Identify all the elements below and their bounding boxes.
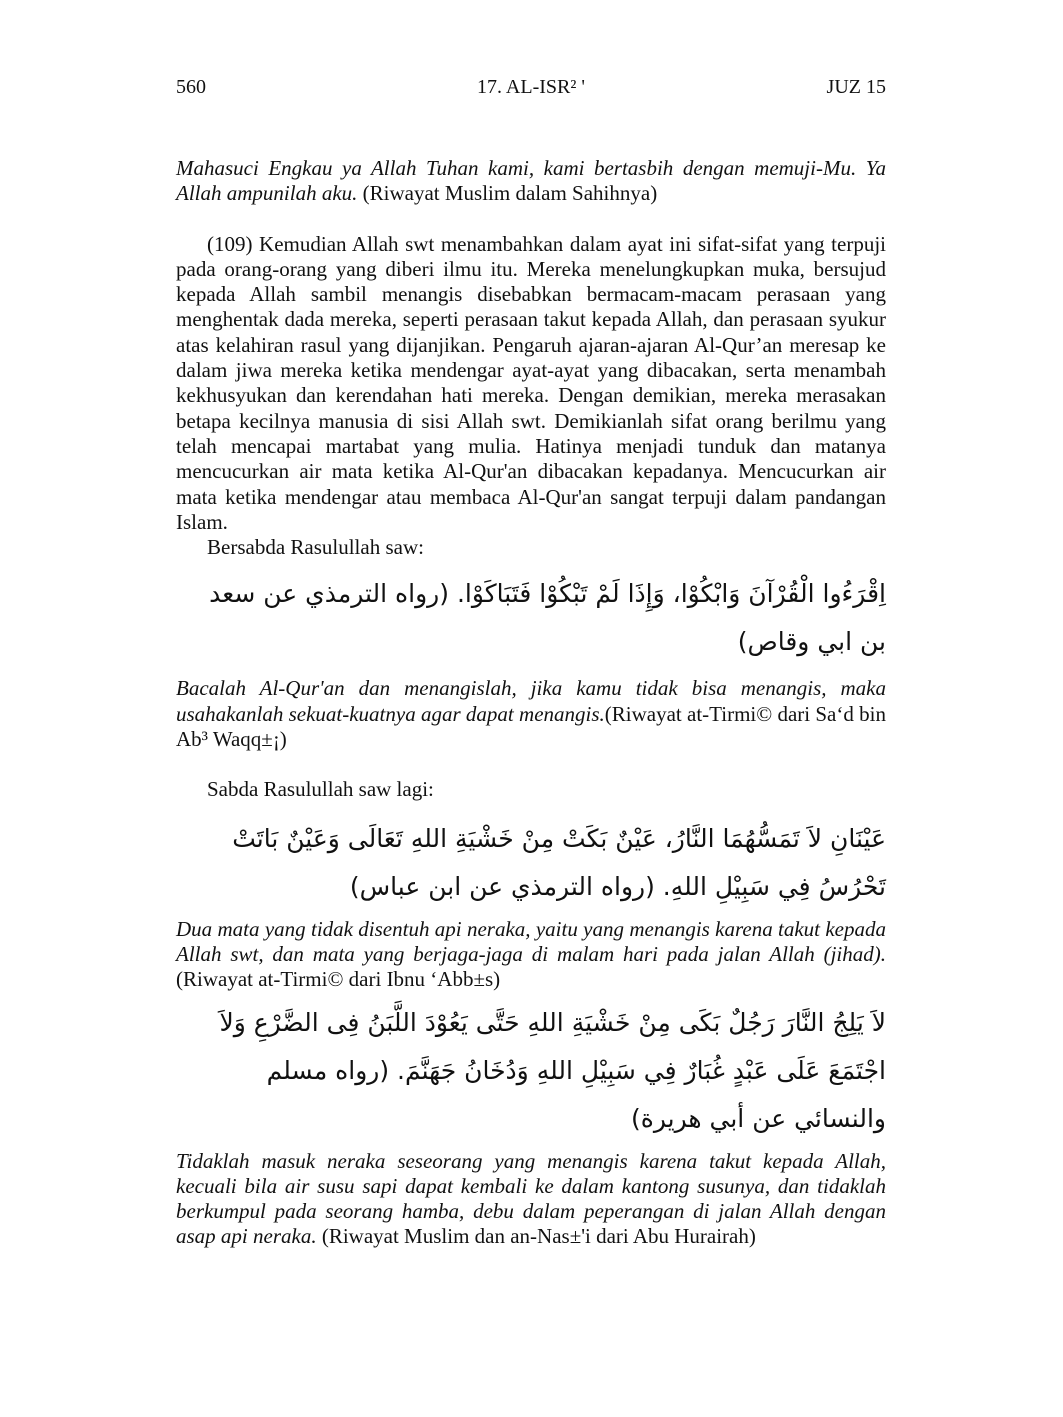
prayer-paragraph xyxy=(176,156,886,207)
prayer-source: (Riwayat Muslim dalam Sahihnya) xyxy=(357,181,658,206)
hadith-1-arabic: اِقْرَءُوا الْقُرْآنَ وَابْكُوْا، وَإِذَا لَمْ تَبْكُوْا فَتَبَاكَوْا. (رواه الترمذي عن سعد بن ابي وقاص) xyxy=(209,579,886,657)
hadith-1-source: (Riwayat at-Tirmi© dari Sa‘d bin Ab³ Waqq±¡) xyxy=(176,701,886,752)
hadith-1-translation: Bacalah Al-Qur'an dan menangislah, jika kamu tidak bisa menangis, maka usahakanlah sekuat-kuatnya agar dapat menangis. xyxy=(176,676,886,726)
hadith-2-source: (Riwayat at-Tirmi© dari Ibnu ‘Abb±s) xyxy=(176,967,501,992)
chapter-title: 17. AL-ISR² ' xyxy=(477,76,585,98)
hadith-1-intro: Bersabda Rasulullah saw: xyxy=(207,535,424,560)
page-number: 560 xyxy=(176,76,206,98)
prayer-translation: Mahasuci Engkau ya Allah Tuhan kami, kami bertasbih dengan memuji-Mu. Ya Allah ampunilah aku. xyxy=(176,156,886,206)
hadith-3-source: (Riwayat Muslim dan an-Nas±'i dari Abu Hurairah) xyxy=(316,1224,756,1249)
hadith-2-arabic: عَيْنَانِ لاَ تَمَسُّهُمَا النَّارُ، عَيْنٌ بَكَتْ مِنْ خَشْيَةِ اللهِ تَعَالَى وَعَيْنٌ بَاتَتْ تَحْرُسُ فِي سَبِيْلِ اللهِ. (رواه الترمذي عن ابن عباس) xyxy=(232,823,886,901)
hadith-2-translation: Dua mata yang tidak disentuh api neraka, yaitu yang menangis karena takut kepada Allah swt, dan mata yang berjaga-jaga di malam hari pada jalan Allah (jihad). xyxy=(176,916,886,966)
page-body xyxy=(176,156,886,1250)
hadith-3-translation: Tidaklah masuk neraka seseorang yang menangis karena takut kepada Allah, kecuali bila air susu sapi dapat kembali ke dalam kantong susunya, dan tidaklah berkumpul pada seorang hamba, debu dalam peperangan di jalan Allah dengan asap api neraka. xyxy=(176,1148,886,1249)
hadith-3-arabic: لاَ يَلِجُ النَّارَ رَجُلٌ بَكَى مِنْ خَشْيَةِ اللهِ حَتَّى يَعُوْدَ اللَّبَنُ فِى الضَّرْعِ وَلاَ اجْتَمَعَ عَلَى عَبْدٍ غُبَارٌ فِي سَبِيْلِ اللهِ وَدُخَانُ جَهَنَّمَ. (رواه مسلم والنسائي عن أبي هريرة) xyxy=(219,1007,886,1133)
hadith-1-paragraph xyxy=(176,676,886,752)
hadith-2-paragraph xyxy=(176,917,886,993)
hadith-2-intro: Sabda Rasulullah saw lagi: xyxy=(207,777,434,802)
verse-109-commentary: (109) Kemudian Allah swt menambahkan dalam ayat ini sifat-sifat yang terpuji pada orang-orang yang diberi ilmu itu. Mereka menelungkupkan muka, bersujud kepada Allah sambil menangis disebabkan bermacam-macam perasaan yang menghentak dada mereka, seperti perasaan takut kepada Allah, dan perasaan syukur atas kelahiran rasul yang dijanjikan. Pengaruh ajaran-ajaran Al-Qur’an meresap ke dalam jiwa mereka ketika mendengar ayat-ayat yang dibacakan, serta menambah kekhusyukan dan kerendahan hati mereka. Dengan demikian, mereka merasakan betapa kecilnya manusia di sisi Allah swt. Demikianlah sifat orang berilmu yang telah mencapai martabat yang mulia. Hatinya menjadi tunduk dan matanya mencucurkan air mata ketika Al-Qur'an dibacakan kepadanya. Mencucurkan air mata ketika mendengar atau membaca Al-Qur'an sangat terpuji dalam pandangan Islam. xyxy=(176,231,886,534)
page-header xyxy=(176,76,886,102)
juz-label: JUZ 15 xyxy=(826,76,886,98)
hadith-3-paragraph xyxy=(176,1149,886,1250)
